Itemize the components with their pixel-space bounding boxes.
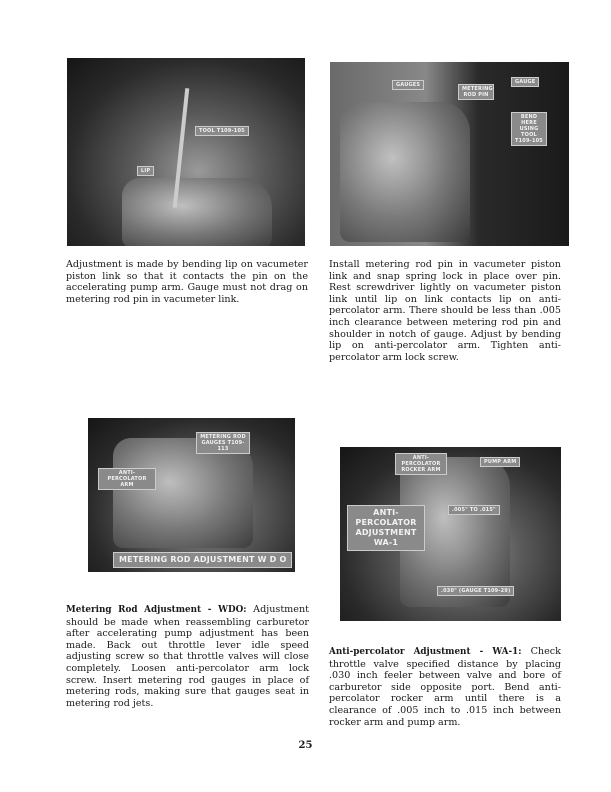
caption-3-title: Metering Rod Adjustment - WDO: bbox=[66, 605, 247, 615]
label-bend-here: BEND HERE USING TOOL T109-105 bbox=[511, 112, 547, 146]
label-metering-rod-adjustment-wdo: METERING ROD ADJUSTMENT W D O bbox=[113, 552, 292, 568]
label-lip: LIP bbox=[137, 166, 154, 176]
photo-metering-rod-adjustment-wdo bbox=[88, 418, 295, 572]
carburetor-image bbox=[113, 438, 253, 548]
photo-metering-rod-pin bbox=[330, 62, 569, 246]
caption-3 bbox=[66, 604, 309, 709]
label-metering-rod-gauges: METERING ROD GAUGES T109-113 bbox=[196, 432, 250, 454]
label-tool: TOOL T109-105 bbox=[195, 126, 249, 136]
carburetor-image bbox=[122, 178, 272, 246]
label-clearance: .005" TO .015" bbox=[448, 505, 500, 515]
label-gauge: GAUGE bbox=[511, 77, 539, 87]
caption-4-body: Check throttle valve specified distance by placing .030 inch feeler between valve and bore of carburetor side opposite port. Bend anti-percolator rocker arm until there is a clearance of .005 inch to .015 inch between rocker arm and pump arm. bbox=[329, 646, 561, 728]
photo-anti-percolator-adjustment-wa1 bbox=[340, 447, 561, 621]
label-rocker-arm: ANTI-PERCOLATOR ROCKER ARM bbox=[395, 453, 447, 475]
caption-4-title: Anti-percolator Adjustment - WA-1: bbox=[329, 647, 522, 657]
label-gauge-030: .030" (GAUGE T109-29) bbox=[437, 586, 514, 596]
caption-2: Install metering rod pin in vacumeter piston link and snap spring lock in place over pin. Rest screwdriver lightly on vacumeter piston link until lip on link contacts lip on anti-percolator arm. There should be less than .005 inch clearance between metering rod pin and shoulder in notch of gauge. Adjust by bending lip on anti-percolator arm. Tighten anti-percolator arm lock screw. bbox=[329, 259, 561, 363]
caption-1: Adjustment is made by bending lip on vacumeter piston link so that it contacts the pin on the accelerating pump arm. Gauge must not drag on metering rod pin in vacumeter link. bbox=[66, 259, 308, 305]
label-metering-rod-pin: METERING ROD PIN bbox=[458, 84, 494, 100]
page-number: 25 bbox=[298, 740, 313, 751]
photo-accelerating-pump-gauge bbox=[67, 58, 305, 246]
caption-4 bbox=[329, 646, 561, 728]
caption-3-body: Adjustment should be made when reassembling carburetor after accelerating pump adjustment has been made. Back out throttle lever idle speed adjusting screw so that throttle valves will close completely. Loosen anti-percolator arm lock screw. Insert metering rod gauges in place of metering rods, making sure that gauges seat in metering rod jets. bbox=[66, 604, 309, 709]
label-pump-arm: PUMP ARM bbox=[480, 457, 520, 467]
label-gauges: GAUGES bbox=[392, 80, 424, 90]
label-anti-percolator-arm: ANTI-PERCOLATOR ARM bbox=[98, 468, 156, 490]
label-anti-percolator-adjustment: ANTI-PERCOLATOR ADJUSTMENT WA-1 bbox=[347, 505, 425, 551]
carburetor-image bbox=[340, 102, 470, 242]
